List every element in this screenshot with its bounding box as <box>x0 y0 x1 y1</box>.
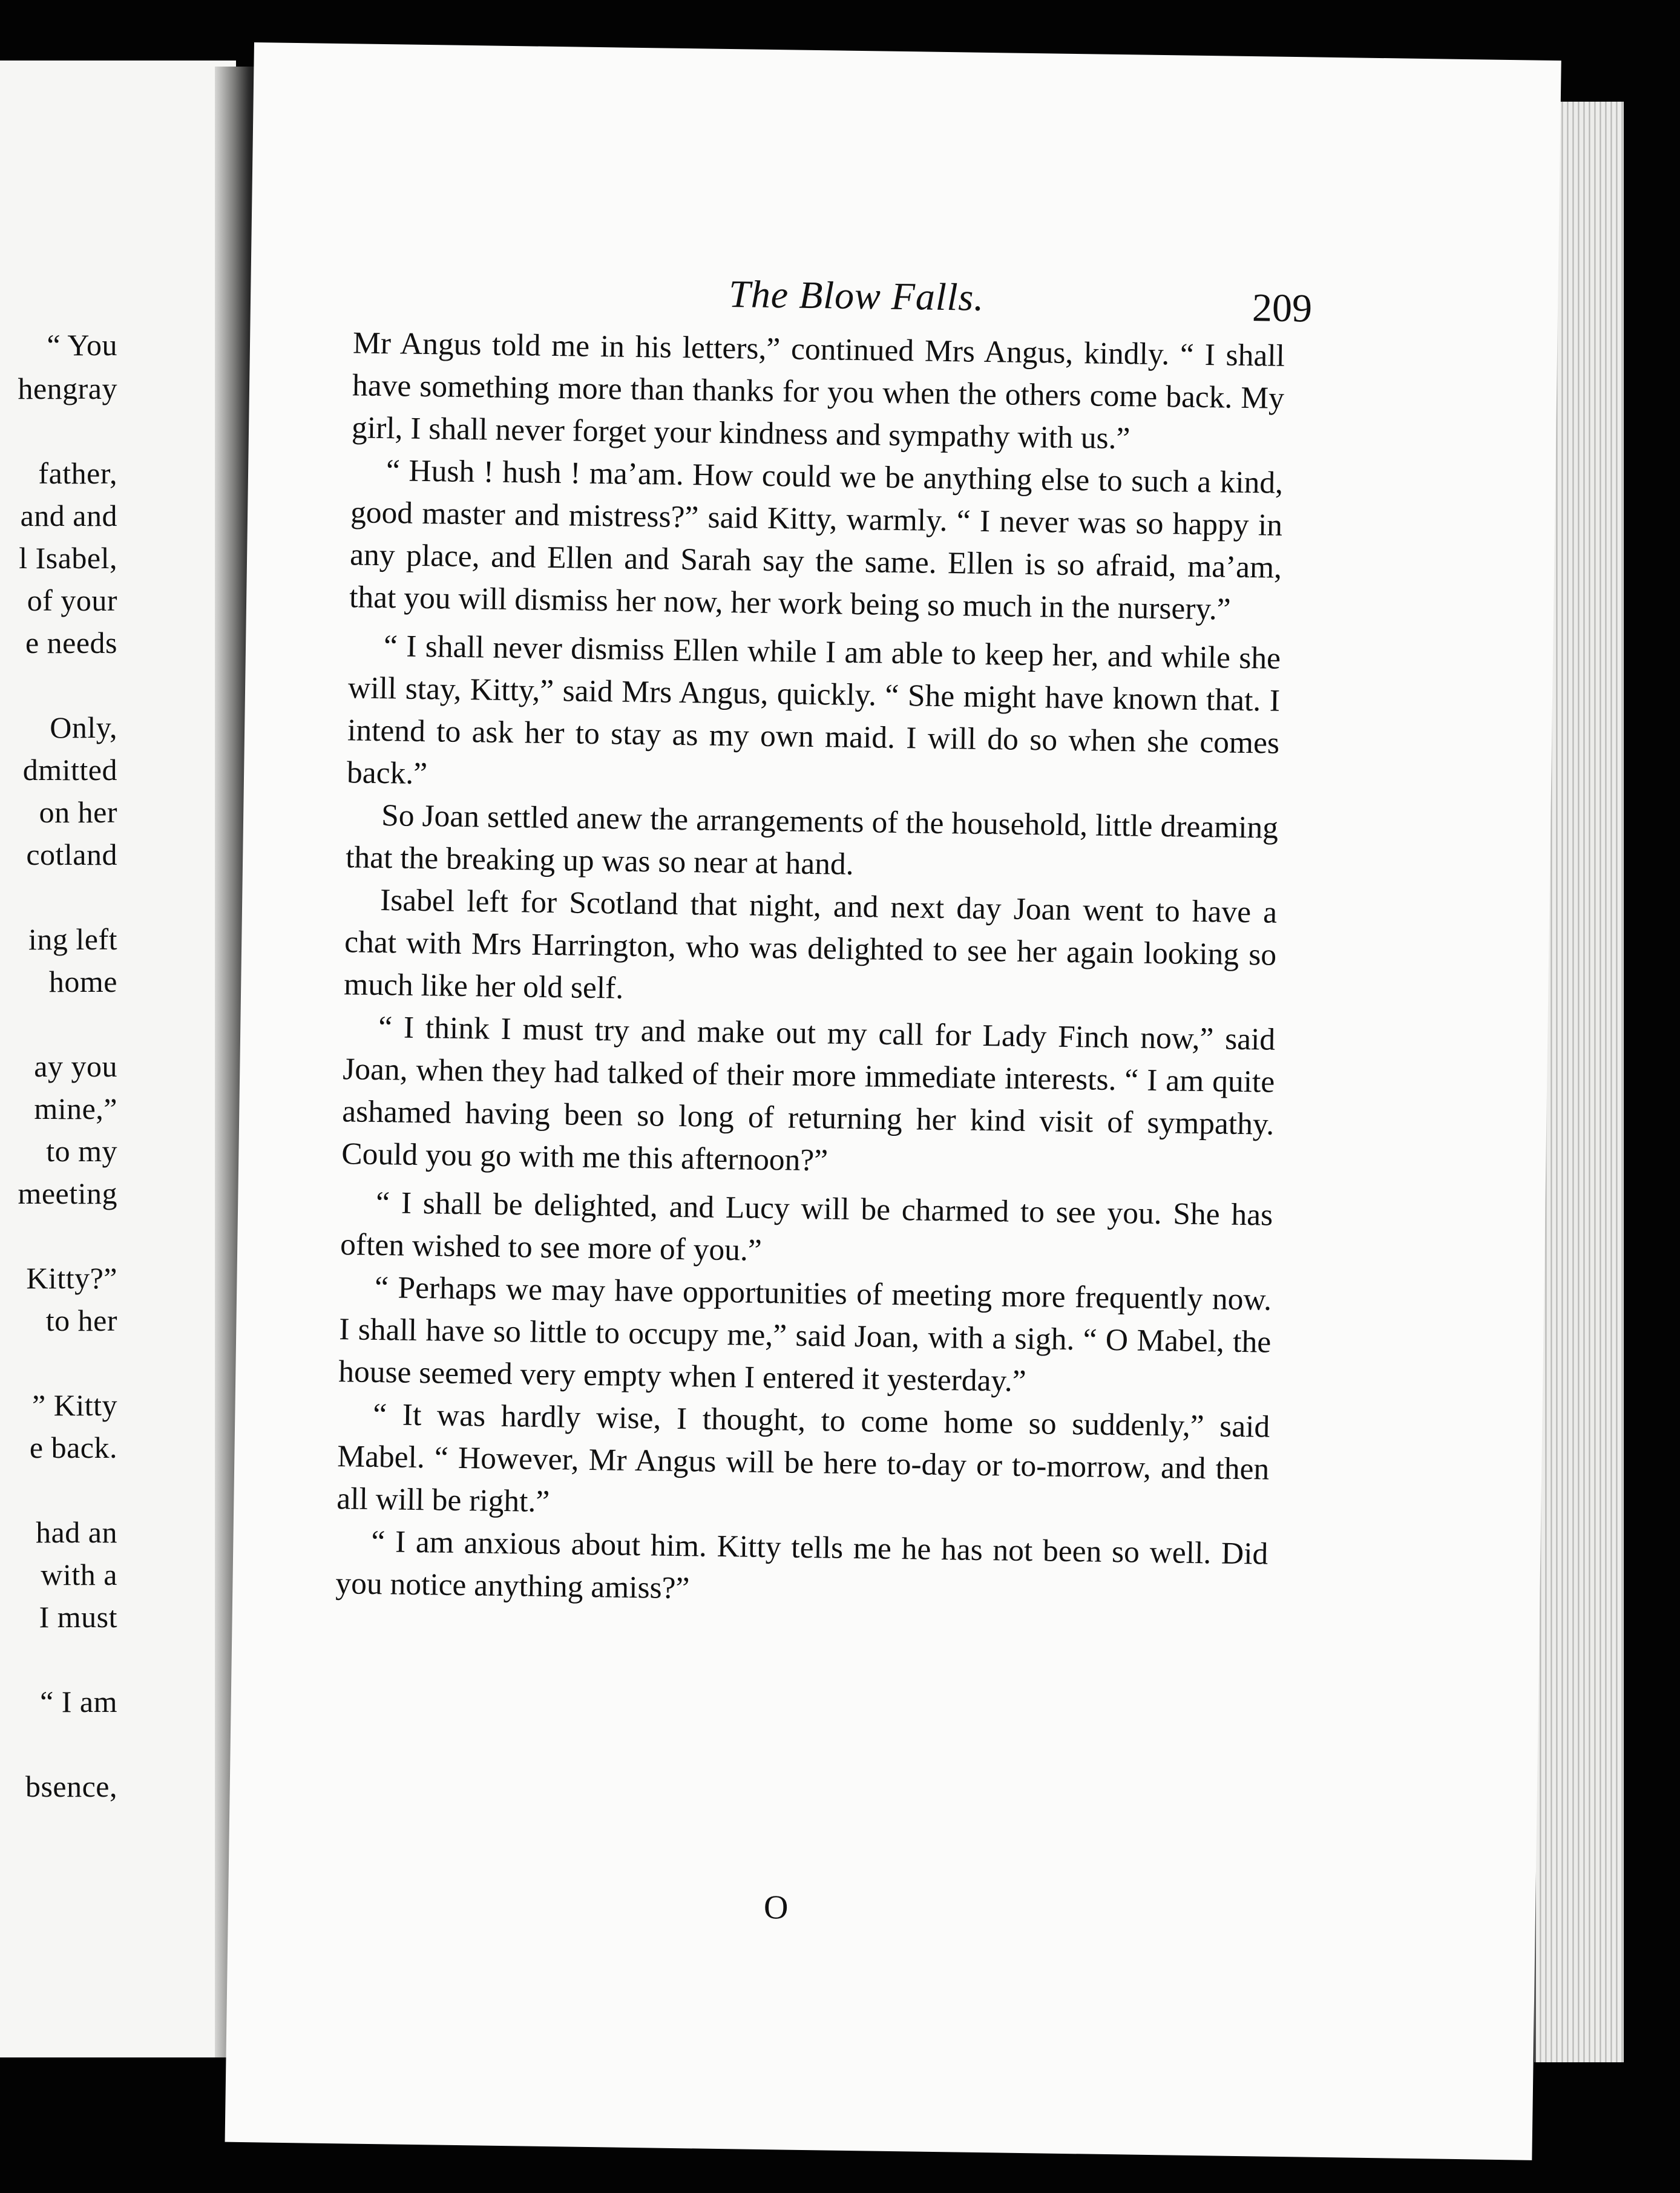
left-text-fragment: “ I am <box>40 1685 117 1719</box>
paragraph: Mr Angus told me in his letters,” continued Mrs Angus, kindly. “ I shall have something more than thanks for you when the others come back. My girl, I shall never forget your kindness and sympathy with us.” <box>351 326 1285 456</box>
left-text-fragment: cotland <box>26 838 117 871</box>
left-text-fragment: meeting <box>18 1176 117 1210</box>
left-text-fragment: dmitted <box>22 753 117 787</box>
left-text-fragment: to her <box>45 1303 117 1337</box>
paragraph: “ Perhaps we may have opportunities of meeting more frequently now. I shall have so little to occupy me,” said Joan, with a sigh. “ O Mabel, the house seemed very empty when I entered it yesterday.” <box>338 1270 1272 1399</box>
left-text-fragment: and and <box>20 499 117 533</box>
left-text-fragment: on her <box>39 795 117 829</box>
left-text-fragment: ing left <box>28 922 117 956</box>
running-head: The Blow Falls. <box>728 272 985 319</box>
paragraph: Isabel left for Scotland that night, and next day Joan went to have a chat with Mrs Harrington, who was delighted to see her again looking so much like her old self. <box>343 883 1278 1006</box>
left-text-fragment: mine,” <box>34 1092 117 1126</box>
left-text-fragment: e needs <box>25 626 117 660</box>
page-number: 209 <box>1252 286 1313 331</box>
paragraph: So Joan settled anew the arrangements of the household, little dreaming that the breaking up was so near at hand. <box>345 798 1279 882</box>
left-text-fragment: father, <box>38 456 117 490</box>
body-text <box>335 322 1285 1618</box>
left-text-fragment: ay you <box>34 1049 117 1083</box>
paragraph: “ I think I must try and make out my call for Lady Finch now,” said Joan, when they had talked of their more immediate interests. “ I am quite ashamed having been so long of returning her kind visit of sympathy. Could you go with me this afternoon?” <box>341 1010 1276 1178</box>
paragraph: “ I am anxious about him. Kitty tells me he has not been so well. Did you notice anything amiss?” <box>335 1524 1268 1606</box>
left-text-fragment: with a <box>41 1558 117 1591</box>
left-text-fragment: Only, <box>50 710 117 744</box>
left-text-fragment: Kitty?” <box>26 1261 117 1295</box>
left-text-fragment: I must <box>39 1600 117 1634</box>
left-text-fragment: ” Kitty <box>32 1388 117 1422</box>
left-text-fragment: e back. <box>29 1431 117 1464</box>
signature-mark: O <box>763 1889 789 1927</box>
left-text-fragment: home <box>48 965 117 998</box>
current-page <box>225 42 1561 2160</box>
previous-page <box>0 61 236 2057</box>
paragraph: “ It was hardly wise, I thought, to come home so suddenly,” said Mabel. “ However, Mr Angus will be here to-day or to-morrow, and then all will be right.” <box>336 1397 1270 1519</box>
paragraph: “ I shall never dismiss Ellen while I am able to keep her, and while she will stay, Kitty,” said Mrs Angus, quickly. “ She might have known that. I intend to ask her to stay as my own maid. I will do so when she comes back.” <box>346 629 1281 792</box>
left-text-fragment: “ You <box>47 328 117 362</box>
left-text-fragment: had an <box>36 1515 117 1549</box>
left-text-fragment: of your <box>27 583 117 617</box>
left-text-fragment: l Isabel, <box>19 541 117 575</box>
left-text-fragment: hengray <box>18 372 117 405</box>
left-text-fragment: to my <box>46 1134 117 1168</box>
left-text-fragment: bsence, <box>25 1769 117 1803</box>
paragraph: “ I shall be delighted, and Lucy will be charmed to see you. She has often wished to see more of you.” <box>340 1185 1273 1268</box>
paragraph: “ Hush ! hush ! ma’am. How could we be anything else to such a kind, good master and mistress?” said Kitty, warmly. “ I never was so happy in any place, and Ellen and Sarah say the same. Ellen is so afraid, ma’am, that you will dismiss her now, her work being so much in the nursery.” <box>349 453 1284 627</box>
